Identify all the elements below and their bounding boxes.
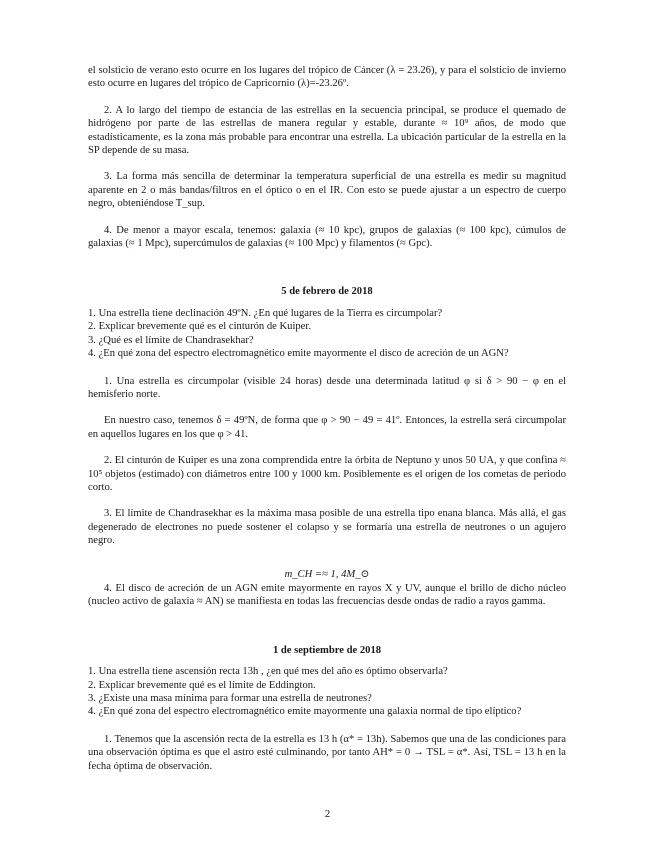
chandrasekhar-equation: m_CH =≈ 1, 4M_⊙ <box>284 568 370 580</box>
page-number: 2 <box>324 809 331 820</box>
question-2: 2. Explicar brevemente qué es el cinturón de Kuiper. <box>88 321 311 333</box>
question-list-feb-2018 <box>88 307 566 361</box>
question-1: 1. Una estrella tiene declinación 49ºN. ¿En qué lugares de la Tierra es circumpolar? <box>88 307 443 319</box>
answer-3: 3. El límite de Chandrasekhar es la máxima masa posible de una estrella tipo enana blanca. Más allá, el gas degenerado de electrones no puede sostener el colapso y se formaría una estrella de neutrones o un agujero negro. <box>88 508 566 547</box>
section-title-sep-2018: 1 de septiembre de 2018 <box>272 644 382 656</box>
section-title-feb-2018: 5 de febrero de 2018 <box>281 286 373 298</box>
question-4: 4. ¿En qué zona del espectro electromagnético emite mayormente el disco de acreción de un AGN? <box>88 348 509 360</box>
answer-2: 2. El cinturón de Kuiper es una zona comprendida entre la órbita de Neptuno y unos 50 UA, y que confina ≈ 10⁵ objetos (estimado) con diámetros entre 100 y 1000 km. Posiblemente es el origen de los cometas de periodo corto. <box>88 455 566 493</box>
intro-answer-4: 4. De menor a mayor escala, tenemos: galaxia (≈ 10 kpc), grupos de galaxias (≈ 100 kpc), cúmulos de galaxias (≈ 1 Mpc), supercúmulos de galaxias (≈ 100 Mpc) y filamentos (≈ Gpc). <box>88 224 566 250</box>
answer-4: 4. El disco de acreción de un AGN emite mayormente en rayos X y UV, aunque el brillo de dicho núcleo (nucleo activo de galaxia ≈ AN) se manifiesta en todas las frecuencias desde ondas de radio a rayos gamma. <box>88 582 566 608</box>
answer-1-continued: En nuestro caso, tenemos δ = 49ºN, de forma que φ > 90 − 49 = 41º. Entonces, la estrella será circumpolar en aquellos lugares en los que φ > 41. <box>88 415 566 440</box>
question-3: 3. ¿Existe una masa mínima para formar una estrella de neutrones? <box>88 693 372 704</box>
question-2: 2. Explicar brevemente qué es el límite de Eddington. <box>88 679 316 691</box>
question-4: 4. ¿En qué zona del espectro electromagnético emite mayormente una galaxia normal de tipo elíptico? <box>88 706 522 718</box>
question-3: 3. ¿Qué es el límite de Chandrasekhar? <box>88 334 254 346</box>
intro-answer-2: 2. A lo largo del tiempo de estancia de las estrellas en la secuencia principal, se produce el quemado de hidrógeno por parte de las estrellas de manera regular y estable, durante ≈ 10⁹ años, de modo que estadísticamente, es la zona más probable para encontrar una estrella. La ubicación particular de la estrella en la SP depende de su masa. <box>88 104 566 157</box>
answer-1: 1. Tenemos que la ascensión recta de la estrella es 13 h (α* = 13h). Sabemos que una de las condiciones para una observación óptima es que el astro esté culminando, por tanto AH* = 0 → TSL = α*. Así, TSL = 13 h en la fecha óptima de observación. <box>88 733 566 772</box>
question-1: 1. Una estrella tiene ascensión recta 13h , ¿en qué mes del año es óptimo observarla? <box>88 666 448 678</box>
question-list-sep-2018 <box>88 665 566 719</box>
intro-paragraph-continued: el solsticio de verano esto ocurre en los lugares del trópico de Cáncer (λ = 23.26), y para el solsticio de invierno esto ocurre en lugares del trópico de Capricornio (λ)=-23.26º. <box>88 65 566 90</box>
intro-answer-3: 3. La forma más sencilla de determinar la temperatura superficial de una estrella es medir su magnitud aparente en 2 o más bandas/filtros en el óptico o en el IR. Con esto se puede ajustar a un espectro de cuerpo negro, obteniéndose T_sup. <box>88 171 566 210</box>
answer-1: 1. Una estrella es circumpolar (visible 24 horas) desde una determinada latitud φ si δ > 90 − φ en el hemisferio norte. <box>88 375 566 400</box>
document-body <box>88 64 566 773</box>
